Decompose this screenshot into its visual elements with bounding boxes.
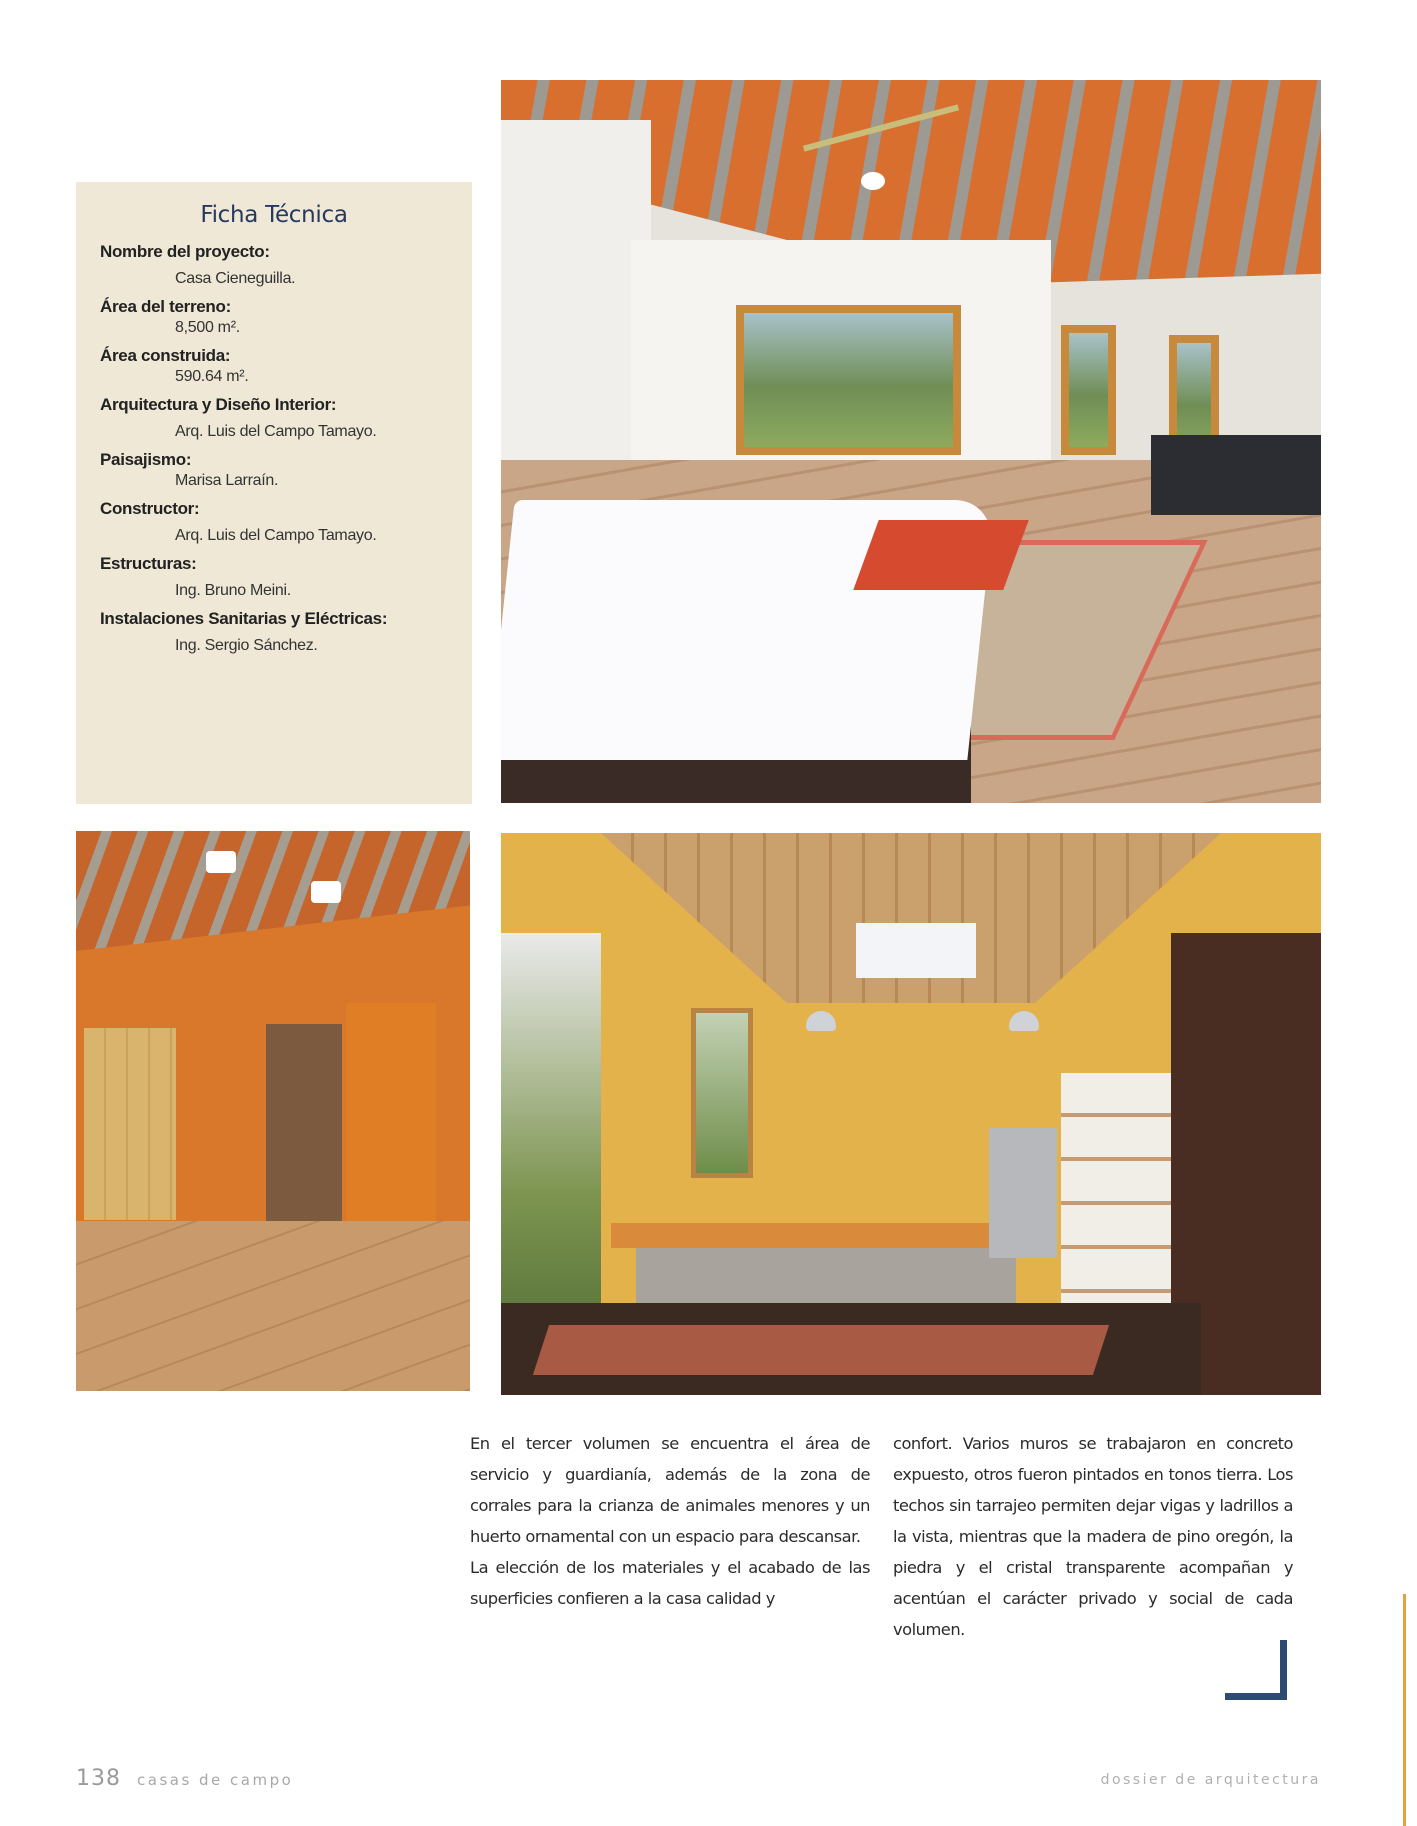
ficha-label: Instalaciones Sanitarias y Eléctricas: <box>100 609 388 628</box>
pendant-lamp <box>1009 1011 1039 1031</box>
ficha-value: Arq. Luis del Campo Tamayo. <box>175 423 377 440</box>
ficha-title: Ficha Técnica <box>200 202 348 228</box>
ficha-value: Casa Cieneguilla. <box>175 270 296 287</box>
ficha-item <box>100 609 448 655</box>
section-name: dossier de arquitectura <box>1100 1772 1321 1788</box>
body-column-1 <box>470 1428 870 1614</box>
skylight <box>856 923 976 978</box>
magazine-name: casas de campo <box>137 1771 294 1789</box>
ficha-value: Ing. Sergio Sánchez. <box>175 637 318 654</box>
tile-floor <box>76 1221 470 1391</box>
window <box>691 1008 753 1178</box>
ficha-item <box>100 395 448 441</box>
body-paragraph: confort. Varios muros se trabajaron en concreto expuesto, otros fueron pintados en tonos tierra. Los techos sin tarrajeo permiten dejar vigas y ladrillos a la vista, mientras que la madera de pino oregón, la piedra y el cristal transparente acompañan y acentúan el carácter privado y social de cada volumen. <box>893 1434 1293 1639</box>
end-mark-icon <box>1225 1640 1287 1700</box>
ficha-label: Constructor: <box>100 499 200 518</box>
body-paragraph: La elección de los materiales y el acabado de las superficies confieren a la casa calidad y <box>470 1558 870 1608</box>
ficha-label: Paisajismo: <box>100 450 192 469</box>
ficha-value: 8,500 m². <box>175 319 240 336</box>
sofa <box>1151 435 1321 515</box>
bathroom-photo <box>76 831 470 1391</box>
ficha-list <box>100 242 448 655</box>
page-edge-bar <box>1403 1594 1406 1826</box>
ceiling-light <box>311 881 341 903</box>
ficha-value: Ing. Bruno Meini. <box>175 582 291 599</box>
wooden-door <box>84 1028 176 1220</box>
ceiling-light <box>206 851 236 873</box>
page-number: 138 <box>76 1766 121 1791</box>
ficha-label: Estructuras: <box>100 554 197 573</box>
ficha-item <box>100 499 448 545</box>
ficha-value: 590.64 m². <box>175 368 249 385</box>
ceiling <box>76 831 470 951</box>
ficha-item <box>100 297 448 337</box>
ficha-item <box>100 450 448 490</box>
ficha-item <box>100 346 448 386</box>
window <box>736 305 961 455</box>
countertop <box>611 1223 1031 1248</box>
ficha-value: Arq. Luis del Campo Tamayo. <box>175 527 377 544</box>
body-column-2 <box>893 1428 1293 1645</box>
body-paragraph: En el tercer volumen se encuentra el área de servicio y guardianía, además de la zona de corrales para la crianza de animales menores y un huerto ornamental con un espacio para descansar. <box>470 1434 870 1546</box>
kitchen-photo <box>501 833 1321 1395</box>
ficha-label: Nombre del proyecto: <box>100 242 270 261</box>
ficha-item <box>100 554 448 600</box>
ceiling-lamp <box>861 172 885 190</box>
ficha-label: Área construida: <box>100 346 231 365</box>
red-bench <box>853 520 1028 590</box>
shower <box>266 1024 342 1239</box>
footer-left <box>76 1766 293 1791</box>
pendant-lamp <box>806 1011 836 1031</box>
window <box>1061 325 1116 455</box>
ficha-label: Área del terreno: <box>100 297 231 316</box>
ficha-label: Arquitectura y Diseño Interior: <box>100 395 337 414</box>
refrigerator <box>989 1128 1057 1258</box>
table-runner <box>533 1325 1109 1375</box>
ficha-item <box>100 242 448 288</box>
ficha-value: Marisa Larraín. <box>175 472 279 489</box>
bedroom-photo <box>501 80 1321 803</box>
ficha-tecnica-box <box>76 182 472 804</box>
